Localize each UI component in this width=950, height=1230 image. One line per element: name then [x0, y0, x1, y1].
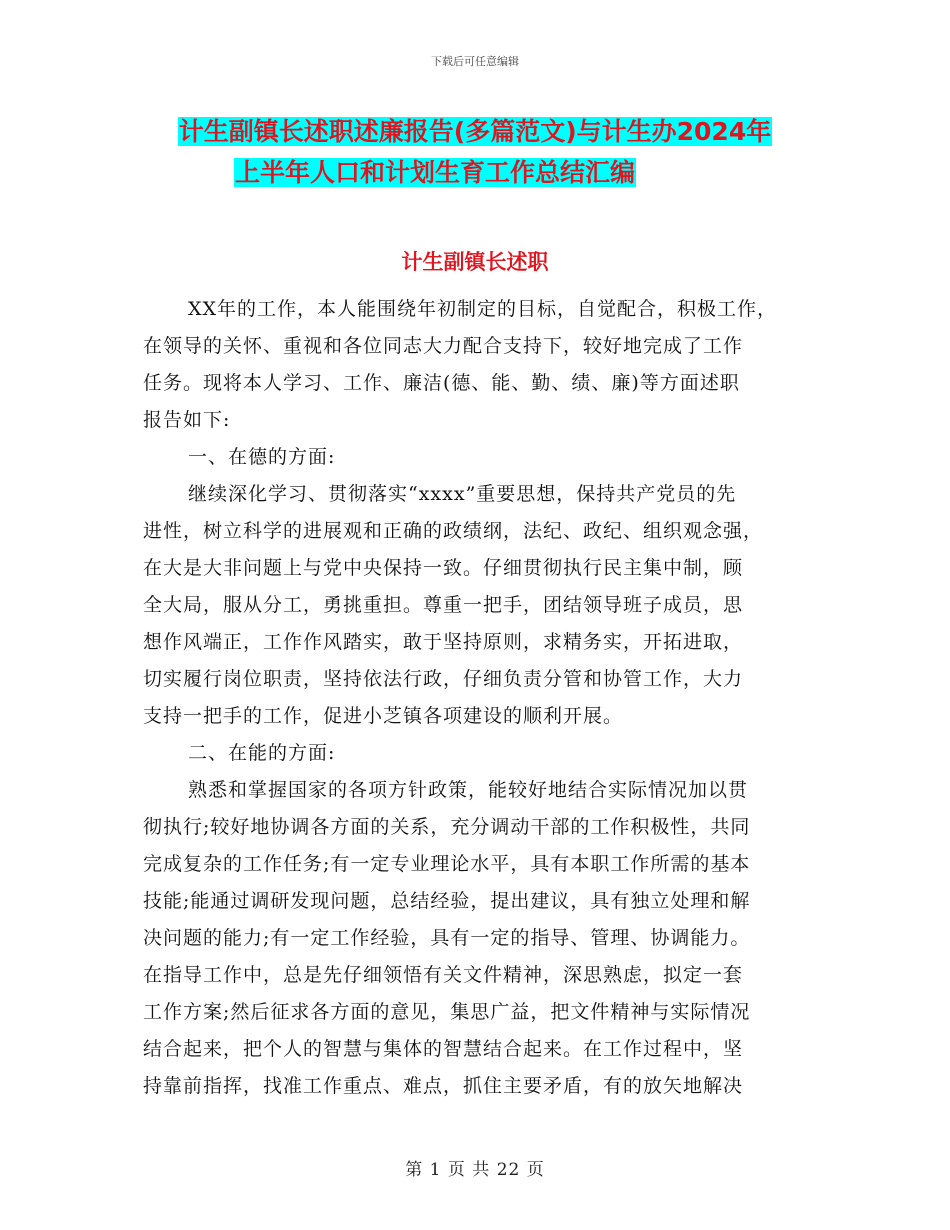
body-line: 任务。现将本人学习、工作、廉洁(德、能、勤、绩、廉)等方面述职: [143, 372, 740, 394]
header-note: 下载后可任意编辑: [431, 55, 519, 68]
body-line: 想作风端正，工作作风踏实，敢于坚持原则，求精务实，开拓进取，: [143, 631, 744, 653]
section-title: 计生副镇长述职: [401, 250, 549, 274]
body-line: 报告如下:: [143, 409, 231, 431]
subheading: 一、在德的方面:: [188, 446, 336, 468]
body-line: 决问题的能力;有一定工作经验，具有一定的指导、管理、协调能力。: [143, 927, 751, 949]
body-line: 切实履行岗位职责，坚持依法行政，仔细负责分管和协管工作，大力: [143, 668, 744, 690]
page-footer: 第 1 页 共 22 页: [405, 1160, 545, 1180]
body-line: 技能;能通过调研发现问题，总结经验，提出建议，具有独立处理和解: [143, 890, 751, 912]
document-title-line-2: 上半年人口和计划生育工作总结汇编: [234, 158, 635, 187]
subheading: 二、在能的方面:: [188, 742, 336, 764]
body-line: 彻执行;较好地协调各方面的关系，充分调动干部的工作积极性，共同: [143, 816, 751, 838]
body-line: 支持一把手的工作，促进小芝镇各项建设的顺利开展。: [143, 705, 624, 727]
body-line: XX年的工作，本人能围绕年初制定的目标，自觉配合，积极工作，: [188, 298, 778, 320]
body-line: 工作方案;然后征求各方面的意见，集思广益，把文件精神与实际情况: [143, 1001, 751, 1023]
body-line: 持靠前指挥，找准工作重点、难点，抓住主要矛盾，有的放矢地解决: [143, 1075, 744, 1097]
body-line: 进性，树立科学的进展观和正确的政绩纲，法纪、政纪、组织观念强，: [143, 520, 764, 542]
body-line: 在领导的关怀、重视和各位同志大力配合支持下，较好地完成了工作: [143, 335, 744, 357]
body-line: 结合起来，把个人的智慧与集体的智慧结合起来。在工作过程中，坚: [143, 1038, 744, 1060]
body-line: 继续深化学习、贯彻落实“xxxx”重要思想，保持共产党员的先: [188, 483, 737, 505]
body-line: 在大是大非问题上与党中央保持一致。仔细贯彻执行民主集中制，顾: [143, 557, 744, 579]
body-line: 熟悉和掌握国家的各项方针政策，能较好地结合实际情况加以贯: [188, 779, 749, 801]
body-line: 全大局，服从分工，勇挑重担。尊重一把手，团结领导班子成员，思: [143, 594, 744, 616]
document-title-line-1: 计生副镇长述职述廉报告(多篇范文)与计生办2024年: [178, 117, 772, 146]
body-line: 完成复杂的工作任务;有一定专业理论水平，具有本职工作所需的基本: [143, 853, 751, 875]
body-line: 在指导工作中，总是先仔细领悟有关文件精神，深思熟虑，拟定一套: [143, 964, 744, 986]
